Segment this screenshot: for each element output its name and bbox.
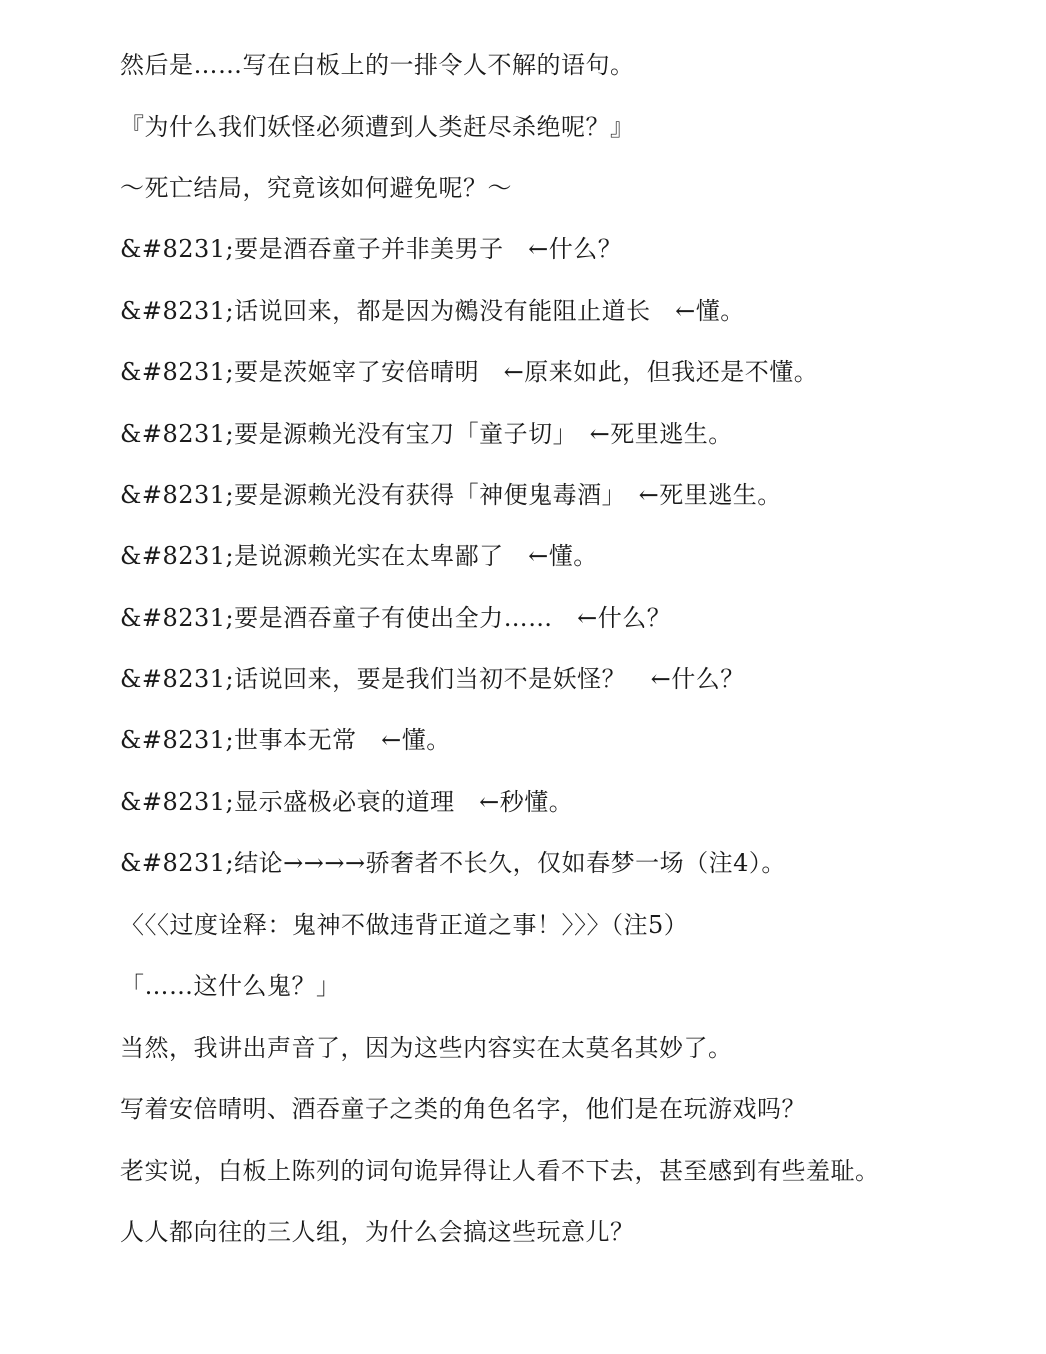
text-line: &#8231;话说回来，都是因为鵺没有能阻止道长 ←懂。 [120,297,745,325]
text-line: 『为什么我们妖怪必须遭到人类赶尽杀绝呢？』 [120,113,635,141]
text-line: &#8231;结论→→→→骄奢者不长久，仅如春梦一场（注4）。 [120,849,786,877]
text-line: 然后是……写在白板上的一排令人不解的语句。 [120,51,635,79]
text-line: &#8231;世事本无常 ←懂。 [120,726,451,754]
text-line: 当然，我讲出声音了，因为这些内容实在太莫名其妙了。 [120,1034,733,1062]
text-line: 老实说，白板上陈列的词句诡异得让人看不下去，甚至感到有些羞耻。 [120,1157,880,1185]
text-line: &#8231;要是酒吞童子并非美男子 ←什么？ [120,235,623,263]
text-line: 〈〈〈过度诠释：鬼神不做违背正道之事！〉〉〉（注5） [120,911,689,939]
text-line: 人人都向往的三人组，为什么会搞这些玩意儿？ [120,1218,635,1246]
text-line: &#8231;要是源赖光没有宝刀「童子切」 ←死里逃生。 [120,420,733,448]
text-line: &#8231;话说回来，要是我们当初不是妖怪？ ←什么？ [120,665,745,693]
text-line: ～死亡结局，究竟该如何避免呢？～ [120,174,512,202]
text-line: &#8231;要是源赖光没有获得「神便鬼毒酒」 ←死里逃生。 [120,481,782,509]
text-line: 「……这什么鬼？」 [120,972,341,1000]
text-line: &#8231;是说源赖光实在太卑鄙了 ←懂。 [120,542,598,570]
text-line: 写着安倍晴明、酒吞童子之类的角色名字，他们是在玩游戏吗？ [120,1095,806,1123]
text-line: &#8231;要是酒吞童子有使出全力…… ←什么？ [120,604,672,632]
text-line: &#8231;要是茨姬宰了安倍晴明 ←原来如此，但我还是不懂。 [120,358,819,386]
text-line: &#8231;显示盛极必衰的道理 ←秒懂。 [120,788,574,816]
